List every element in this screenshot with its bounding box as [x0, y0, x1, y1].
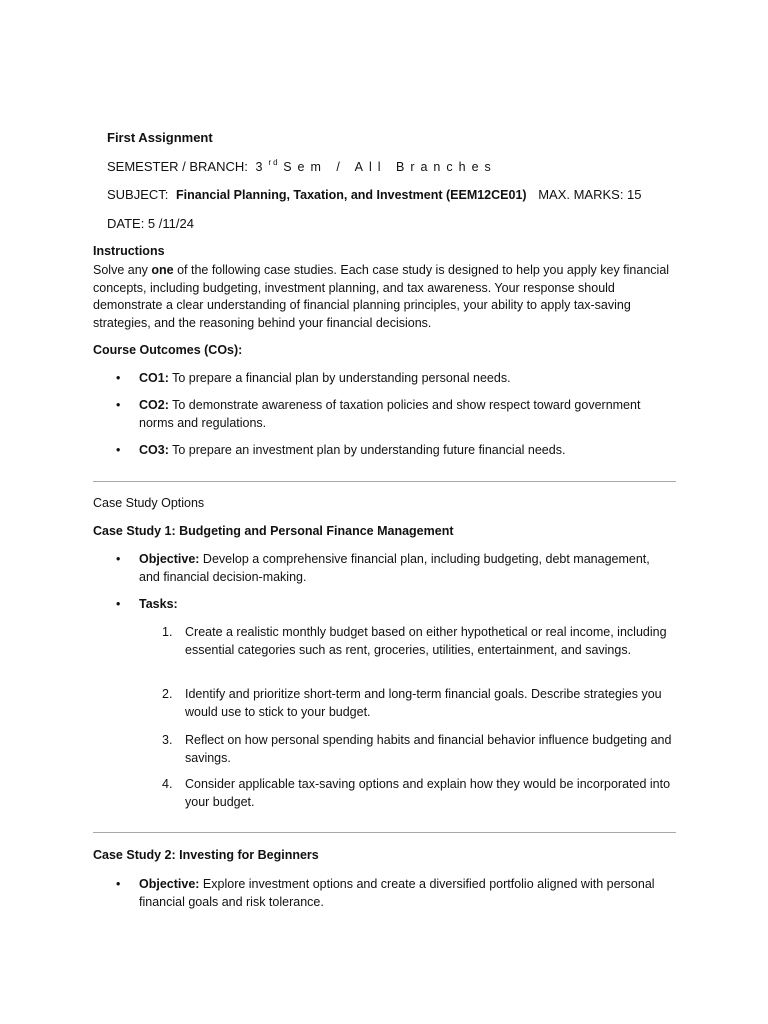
co-item [139, 370, 674, 388]
task-text: Identify and prioritize short-term and long-term financial goals. Describe strategies you would use to stick to your budget. [185, 687, 662, 719]
objective-label: Objective: [139, 877, 200, 891]
semester-suffix: rd [268, 158, 280, 167]
case-study-2-heading: Case Study 2: Investing for Beginners [93, 848, 319, 862]
case-study-1-heading: Case Study 1: Budgeting and Personal Finance Management [93, 524, 454, 538]
date-line: DATE: 5 /11/24 [107, 216, 194, 231]
co-item [139, 442, 674, 460]
instructions-heading: Instructions [93, 244, 165, 258]
instructions-text [93, 262, 675, 332]
subject-label: SUBJECT: [107, 187, 169, 202]
co-label: CO2: [139, 398, 169, 412]
instructions-text-start: Solve any [93, 263, 152, 277]
task-text: Reflect on how personal spending habits and financial behavior influence budgeting and savings. [185, 733, 672, 765]
bullet: • [116, 371, 121, 385]
tasks-label: Tasks: [139, 597, 178, 611]
objective-label: Objective: [139, 552, 200, 566]
semester-value: Sem / All Branches [283, 160, 497, 174]
bullet: • [116, 877, 121, 891]
subject-value: Financial Planning, Taxation, and Investment (EEM12CE01) [176, 188, 527, 202]
task-number: 4. [162, 777, 173, 791]
semester-label: SEMESTER / BRANCH: [107, 159, 248, 174]
task-text: Create a realistic monthly budget based on either hypothetical or real income, including essential categories such as rent, groceries, utilities, entertainment, and savings. [185, 625, 667, 657]
instructions-text-rest: of the following case studies. Each case study is designed to help you apply key financial concepts, including budgeting, investment planning, and tax awareness. Your response should demonstrate a clear understanding of financial planning principles, your ability to apply tax-saving strategies, and the reasoning behind your financial decisions. [93, 263, 670, 330]
max-marks: MAX. MARKS: 15 [538, 187, 642, 202]
case2-objective [139, 876, 674, 911]
divider [93, 481, 676, 482]
case1-objective [139, 551, 674, 586]
bullet: • [116, 597, 121, 611]
co-item [139, 397, 674, 432]
subject-line [107, 187, 642, 202]
objective-text: Develop a comprehensive financial plan, including budgeting, debt management, and financial decision-making. [139, 552, 650, 584]
task-number: 2. [162, 687, 173, 701]
task-number: 3. [162, 733, 173, 747]
bullet: • [116, 398, 121, 412]
co-text: To prepare an investment plan by understanding future financial needs. [172, 443, 566, 457]
semester-branch-line [107, 158, 497, 174]
co-label: CO3: [139, 443, 169, 457]
instructions-emphasis: one [151, 263, 174, 277]
co-label: CO1: [139, 371, 169, 385]
divider [93, 832, 676, 833]
semester-number: 3 [255, 160, 269, 174]
course-outcomes-heading: Course Outcomes (COs): [93, 343, 243, 357]
co-text: To demonstrate awareness of taxation policies and show respect toward government norms and regulations. [139, 398, 641, 430]
case-options-heading: Case Study Options [93, 496, 205, 510]
task-text: Consider applicable tax-saving options and explain how they would be incorporated into your budget. [185, 777, 671, 809]
bullet: • [116, 552, 121, 566]
co-text: To prepare a financial plan by understanding personal needs. [172, 371, 511, 385]
task-number: 1. [162, 625, 173, 639]
assignment-title: First Assignment [107, 130, 213, 145]
bullet: • [116, 443, 121, 457]
objective-text: Explore investment options and create a diversified portfolio aligned with personal financial goals and risk tolerance. [139, 877, 655, 909]
